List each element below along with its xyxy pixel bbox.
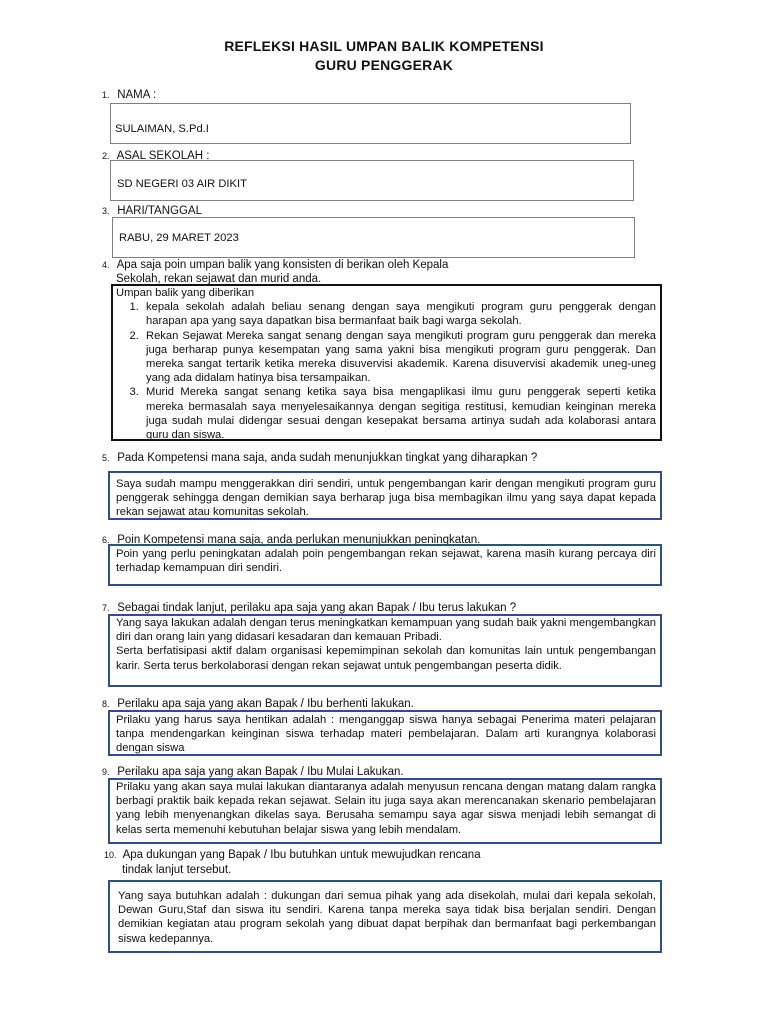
- answer-box-7: [108, 614, 662, 687]
- question-label: NAMA :: [117, 89, 157, 101]
- feedback-heading: Umpan balik yang diberikan: [116, 287, 255, 299]
- answer-box-5: Saya sudah mampu menggerakkan diri sendiri, untuk pengembangan karir dengan mengikuti program guru penggerak sehingga dengan demikian saya berharap juga bisa membagikan ilmu yang saya dapat kepada rekan sejawat atau komunitas sekolah.: [108, 471, 662, 520]
- question-number: 1.: [102, 90, 110, 100]
- answer-box-2: [110, 160, 634, 201]
- question-number: 2.: [102, 151, 110, 161]
- question-label: HARI/TANGGAL: [117, 205, 202, 217]
- question-label: ASAL SEKOLAH :: [116, 150, 210, 162]
- answer-text: SD NEGERI 03 AIR DIKIT: [117, 178, 247, 190]
- question-number: 4.: [102, 260, 110, 270]
- feedback-list: [116, 300, 656, 442]
- question-label: Pada Kompetensi mana saja, anda sudah menunjukkan tingkat yang diharapkan ?: [117, 452, 538, 464]
- answer-paragraph: Yang saya lakukan adalah dengan terus meningkatkan kemampuan yang sudah baik yakni mengembangkan diri dan orang lain yang didasari kesadaran dan kemauan Pribadi.: [116, 617, 656, 644]
- feedback-item: 2. Rekan Sejawat Mereka sangat senang dengan saya mengikuti program guru penggerak dan mereka juga berharap punya kesempatan yang sama yakni bisa mengikuti program guru penggerak. Dan mereka sangat tertarik ketika mereka disuvervisi akademik. Karena disuvervisi akademik uneg-uneg yang ada didalam hatinya bisa tersampaikan.: [142, 329, 656, 386]
- question-3: [102, 204, 202, 218]
- feedback-item: 3. Murid Mereka sangat senang ketika saya bisa mengaplikasi ilmu guru penggerak seperti ketika mereka bermasalah saya menyelesaikannya dengan segitiga restitusi, kemudian keinginan mereka juga sudah mulai didengar sesuai dengan kesepakat bersama artinya sudah ada kolaborasi antara guru dan siswa.: [142, 385, 656, 442]
- document-subtitle: GURU PENGGERAK: [314, 57, 454, 73]
- question-4-continued: Sekolah, rekan sejawat dan murid anda.: [116, 273, 322, 285]
- feedback-box: [111, 284, 662, 441]
- question-5: [102, 451, 537, 465]
- answer-box-10: Yang saya butuhkan adalah : dukungan dari semua pihak yang ada disekolah, mulai dari kepala sekolah, Dewan Guru,Staf dan siswa itu sendiri. Karena tanpa mereka saya tidak bisa berjalan sendiri. Dengan demikian kegiatan atau program sekolah yang dibuat dapat berpihak dan bermanfaat bagi perkembangan siswa kedepannya.: [108, 880, 662, 953]
- answer-paragraph: Serta berfatisipasi aktif dalam organisasi kepemimpinan sekolah dan komunitas lain untuk pengembangan karir. Serta terus berkolaborasi dengan rekan sejawat untuk pengembangan peserta didik.: [116, 645, 656, 672]
- question-number: 6.: [102, 535, 110, 545]
- question-10: [104, 848, 481, 862]
- question-10-continued: tindak lanjut tersebut.: [122, 864, 232, 876]
- question-number: 5.: [102, 453, 110, 463]
- question-1: [102, 88, 156, 102]
- question-label: Perilaku apa saja yang akan Bapak / Ibu Mulai Lakukan.: [117, 766, 404, 778]
- question-8: [102, 697, 414, 711]
- answer-box-3: [112, 217, 635, 258]
- answer-box-8: Prilaku yang harus saya hentikan adalah : menganggap siswa hanya sebagai Penerima materi pelajaran tanpa mendengarkan keinginan siswa terhadap materi pembelajaran. Dalam arti kurangnya kolaborasi dengan siswa: [108, 710, 662, 756]
- answer-box-6: Poin yang perlu peningkatan adalah poin pengembangan rekan sejawat, karena masih kurang percaya diri terhadap kemampuan diri sendiri.: [108, 544, 662, 586]
- answer-box-9: Prilaku yang akan saya mulai lakukan diantaranya adalah menyusun rencana dengan matang dalam rangka berbagi praktik baik kepada rekan sejawat. Selain itu juga saya akan merencanakan skenario pembelajaran yang lebih menyenangkan dikelas saya. Berusaha semampu saya agar siswa menjadi lebih semangat di kelas serta memenuhi kebutuhan belajar siswa yang lebih mendalam.: [108, 778, 662, 844]
- question-number: 7.: [102, 603, 110, 613]
- question-label: Apa saja poin umpan balik yang konsisten di berikan oleh Kepala: [116, 259, 449, 271]
- question-4: [102, 258, 522, 272]
- feedback-item: 1. kepala sekolah adalah beliau senang dengan saya mengikuti program guru penggerak dengan harapan apa yang saya dapatkan bisa bermanfaat baik bagi warga sekolah.: [142, 300, 656, 328]
- question-label: Poin Kompetensi mana saja, anda perlukan menunjukkan peningkatan.: [117, 534, 481, 546]
- answer-text: RABU, 29 MARET 2023: [119, 232, 239, 244]
- question-number: 3.: [102, 206, 110, 216]
- question-7: [102, 601, 516, 615]
- question-number: 10.: [104, 850, 117, 860]
- question-number: 8.: [102, 699, 110, 709]
- answer-box-1: [110, 103, 631, 144]
- question-label: Apa dukungan yang Bapak / Ibu butuhkan untuk mewujudkan rencana: [122, 849, 481, 861]
- question-label: Sebagai tindak lanjut, perilaku apa saja yang akan Bapak / Ibu terus lakukan ?: [117, 602, 517, 614]
- question-label: Perilaku apa saja yang akan Bapak / Ibu berhenti lakukan.: [117, 698, 414, 710]
- question-number: 9.: [102, 767, 110, 777]
- document-title: REFLEKSI HASIL UMPAN BALIK KOMPETENSI: [224, 38, 544, 54]
- question-9: [102, 765, 404, 779]
- answer-text: SULAIMAN, S.Pd.I: [115, 123, 209, 135]
